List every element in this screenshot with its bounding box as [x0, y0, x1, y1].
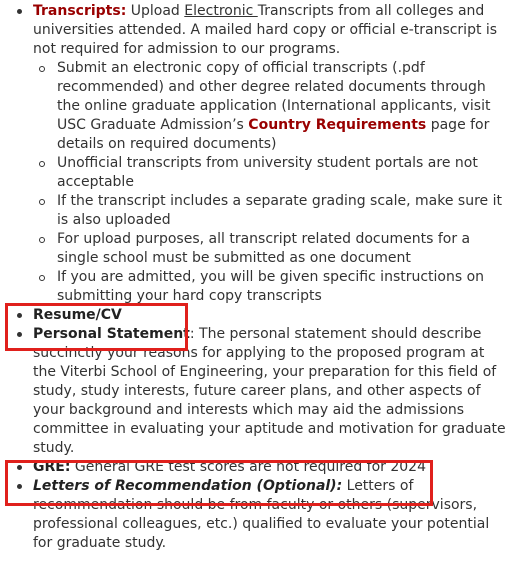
sub-item-admitted: If you are admitted, you will be given specific instructions on submitting your hard copy transcripts	[33, 268, 508, 306]
gre-text: General GRE test scores are not required for 2024	[70, 459, 426, 475]
sub-item-text: page for details on required documents)	[57, 117, 490, 152]
personal-statement-text: : The personal statement should describe succinctly your reasons for applying to the proposed program at the Viterbi School of Engineering, your preparation for this field of study, study interests, future career plans, and other aspects of your background and interests which may aid the admissions committee in evaluating your aptitude and motivation for graduate study.	[33, 326, 506, 456]
letters-text: Letters of recommendation should be from faculty or others (supervisors, professional colleagues, etc.) qualified to evaluate your potential for graduate study.	[33, 478, 490, 551]
letters-label: Letters of Recommendation (Optional):	[33, 478, 343, 494]
gre-label: GRE:	[33, 459, 71, 475]
requirements-content	[0, 2, 508, 553]
list-item-letters	[0, 477, 508, 553]
list-item-personal-statement	[0, 325, 508, 458]
sub-item-single-document: For upload purposes, all transcript related documents for a single school must be submitted as one document	[33, 230, 508, 268]
sub-item-text: Submit an electronic copy of official transcripts (.pdf recommended) and other degree related documents through the online graduate application (International applicants, visit USC Graduate Admission’s	[57, 60, 491, 133]
sub-item-grading-scale: If the transcript includes a separate grading scale, make sure it is also uploaded	[33, 192, 508, 230]
transcripts-sublist	[33, 59, 508, 306]
country-requirements-link[interactable]: Country Requirements	[248, 117, 427, 133]
transcripts-text-after: Transcripts from all colleges and universities attended. A mailed hard copy or official e-transcript is not required for admission to our programs.	[33, 3, 498, 57]
resume-label: Resume/CV	[33, 307, 122, 323]
sub-item-submit-electronic	[33, 59, 508, 154]
list-item-gre	[0, 458, 508, 477]
list-item-transcripts	[0, 2, 508, 306]
requirements-list	[0, 2, 508, 553]
transcripts-text-before: Upload	[126, 3, 185, 19]
list-item-resume	[0, 306, 508, 325]
sub-item-unofficial: Unofficial transcripts from university student portals are not acceptable	[33, 154, 508, 192]
electronic-link[interactable]: Electronic	[184, 3, 258, 19]
personal-statement-label: Personal Statement	[33, 326, 190, 342]
transcripts-label: Transcripts:	[33, 3, 127, 19]
